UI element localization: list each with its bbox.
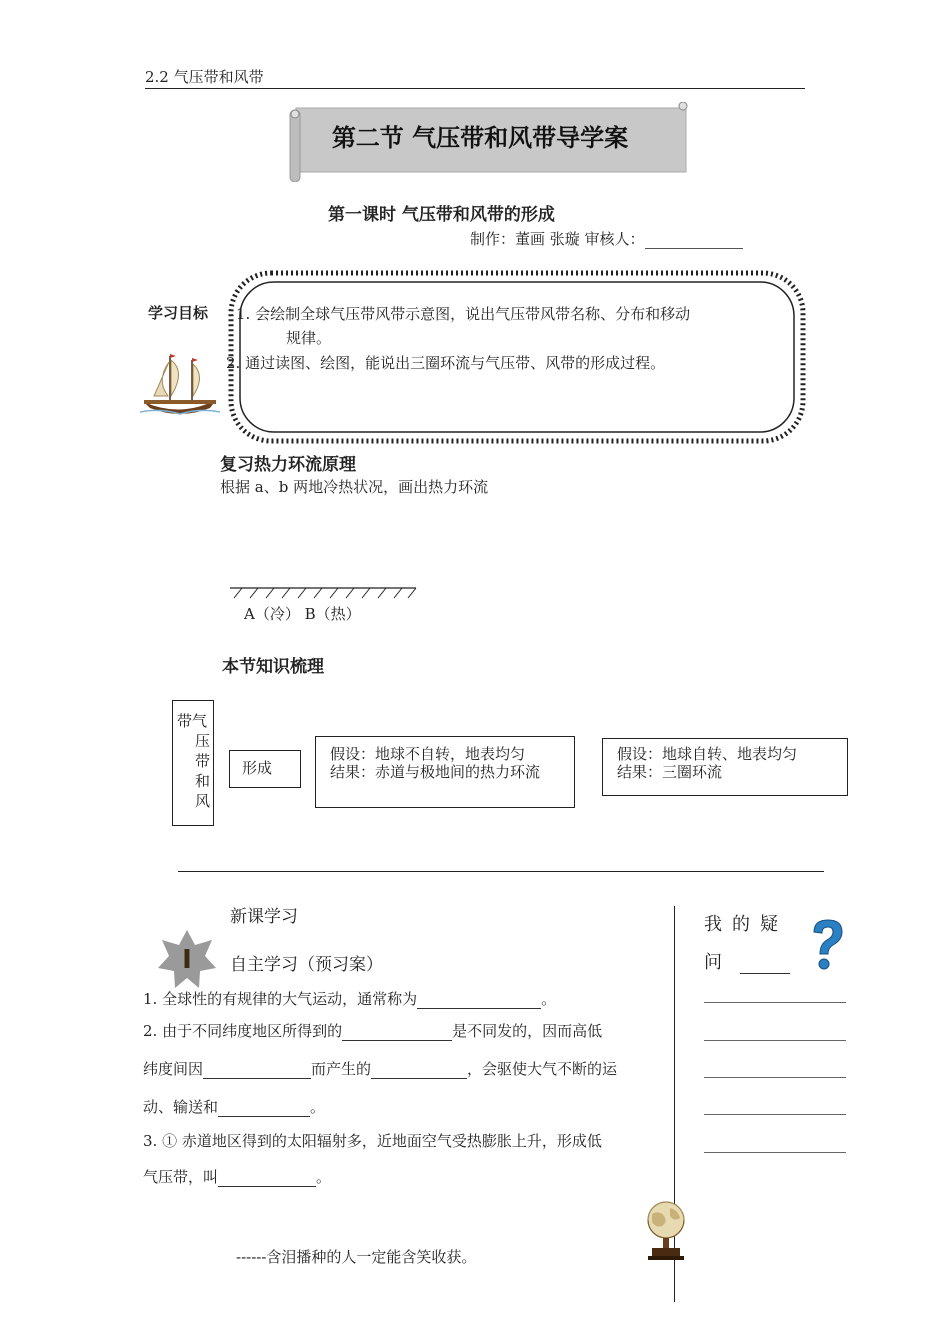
q2-blank-1[interactable] (342, 1026, 452, 1041)
self-study-heading: 自主学习（预习案） (230, 955, 383, 975)
box-a-line-2: 结果：赤道与极地间的热力环流 (330, 763, 541, 781)
q2-text-a: 2. 由于不同纬度地区所得到的 (143, 1022, 343, 1040)
globe-icon (644, 1200, 688, 1262)
question-2-line-2 (143, 1058, 653, 1079)
q2-text-d: 而产生的 (311, 1060, 372, 1078)
section-divider (178, 871, 824, 872)
ground-hatch-line (228, 584, 418, 604)
box-b-line-1: 假设：地球自转、地表均匀 (617, 745, 798, 763)
maker-label: 制作：董画 张璇 审核人： (470, 230, 645, 248)
q2-blank-2[interactable] (203, 1064, 311, 1079)
page-title: 第二节 气压带和风带导学案 (331, 124, 629, 152)
goal-item-1 (236, 302, 756, 350)
motto-text: ------含泪播种的人一定能含笑收获。 (236, 1248, 477, 1266)
q1-text: 1. 全球性的有规律的大气运动，通常称为 (143, 990, 418, 1008)
sailing-ship-icon (140, 350, 220, 420)
knowledge-heading: 本节知识梳理 (222, 657, 324, 677)
doubts-label-line-2 (704, 948, 790, 974)
badge-numeral: I (182, 945, 192, 975)
pressure-wind-belt-box (172, 700, 214, 826)
question-2-line-3 (143, 1096, 653, 1117)
doubts-label-char: 问 (704, 952, 722, 973)
q3-blank[interactable] (218, 1172, 316, 1187)
question-1 (143, 988, 653, 1009)
vertical-char: 风 (195, 792, 211, 810)
q2-text-c: 纬度间因 (143, 1060, 204, 1078)
formation-label: 形成 (242, 759, 273, 777)
review-heading: 复习热力环流原理 (220, 455, 356, 475)
reviewer-blank[interactable] (645, 234, 743, 249)
review-text: 根据 a、b 两地冷热状况，画出热力环流 (220, 478, 489, 496)
header-text: 2.2 气压带和风带 (145, 68, 264, 86)
star-badge-icon (156, 928, 218, 990)
vertical-char: 带 (195, 752, 211, 770)
vertical-label (177, 711, 210, 811)
doubt-line-4[interactable] (704, 1114, 846, 1115)
vertical-char: 带气 (177, 712, 208, 730)
maker-line (470, 228, 743, 249)
doubts-label-line-1: 我的疑 (704, 914, 788, 935)
question-3-line-1: 3. ① 赤道地区得到的太阳辐射多，近地面空气受热膨胀上升，形成低 (143, 1132, 602, 1150)
lesson-title: 第一课时 气压带和风带的形成 (328, 205, 555, 225)
question-3-line-2 (143, 1166, 653, 1187)
box-a-line-1: 假设：地球不自转，地表均匀 (330, 745, 526, 763)
doubt-blank-0[interactable] (740, 959, 790, 974)
doubt-line-2[interactable] (704, 1040, 846, 1041)
assumption-box-b (602, 738, 848, 796)
assumption-box-a (315, 736, 575, 808)
q2-text-e: ，会驱使大气不断的运 (467, 1060, 618, 1078)
q2-end: 。 (310, 1098, 326, 1116)
q2-blank-4[interactable] (218, 1102, 310, 1117)
q3-text-b: 气压带，叫 (143, 1168, 219, 1186)
goals-label: 学习目标 (148, 304, 209, 322)
goal-item-2: 2. 通过读图、绘图，能说出三圈环流与气压带、风带的形成过程。 (226, 354, 666, 372)
vertical-char: 和 (195, 772, 211, 790)
q2-text-f: 动、输送和 (143, 1098, 219, 1116)
formation-box (229, 750, 301, 788)
box-b-line-2: 结果：三圈环流 (617, 763, 723, 781)
doubt-line-1[interactable] (704, 1002, 846, 1003)
q1-blank[interactable] (417, 994, 541, 1009)
doubt-line-3[interactable] (704, 1077, 846, 1078)
goal-item-1-text: 1. 会绘制全球气压带风带示意图，说出气压带风带名称、分布和移动 (236, 305, 691, 323)
goal-item-1-cont: 规律。 (286, 329, 332, 347)
question-2-line-1 (143, 1020, 653, 1041)
q1-end: 。 (541, 990, 557, 1008)
q2-blank-3[interactable] (371, 1064, 467, 1079)
vertical-char: 压 (195, 732, 211, 750)
header-rule (145, 88, 805, 89)
ground-labels: A（冷） B（热） (244, 605, 361, 623)
doubt-line-5[interactable] (704, 1152, 846, 1153)
question-mark-icon (806, 918, 846, 972)
q2-text-b: 是不同发的，因而高低 (452, 1022, 603, 1040)
q3-end: 。 (316, 1168, 332, 1186)
new-lesson-heading: 新课学习 (230, 907, 298, 927)
